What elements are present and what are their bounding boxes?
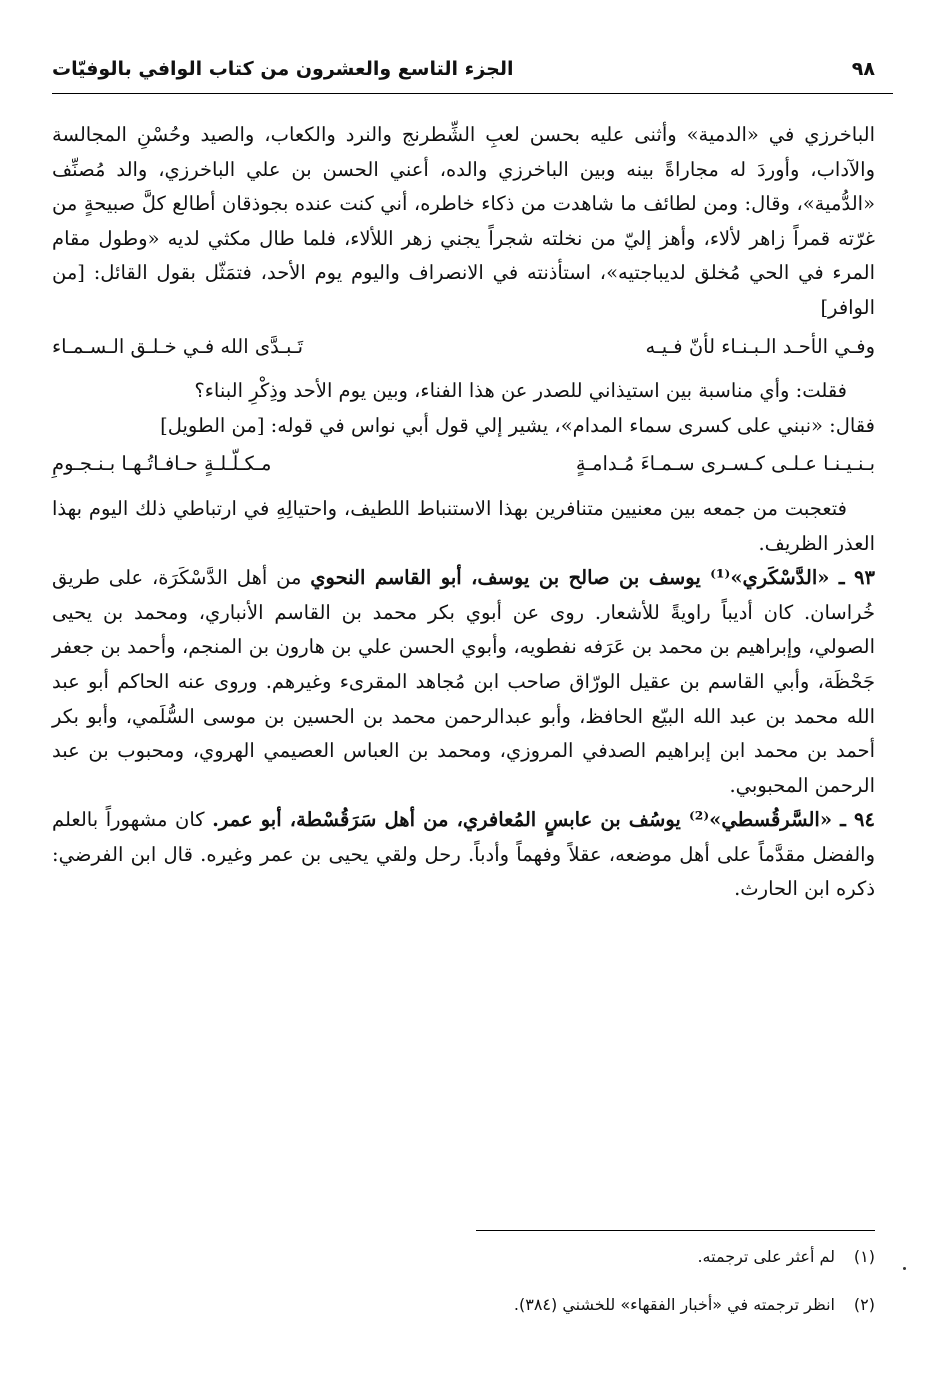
footnote-number: (٢) <box>853 1295 875 1314</box>
paragraph-1: الباخرزي في «الدمية» وأثنى عليه بحسن لعبِ الشِّطرنج والنرد والكعاب، والصيد وحُسْنِ المجالسة والآداب، وأوردَ له مجاراةً بينه وبين الباخرزي والده، أعني الحسن بن علي الباخرزي، والد مُصنِّف «الدُّمية»، وقال: ومن لطائف ما شاهدت من ذكاء خاطره، أني كنت عنده بجوذقان أطالع كلَّ صبيحةٍ من غرّته قمراً زاهر لألاء، وأهز إليّ من نخلته شجراً يجني زهر اللألاء، فلما طال مكثي لديه «وطول مقام المرء في الحي مُخلق لديباجتيه»، استأذنته في الانصراف واليوم يوم الأحد، فتمَثّل بقول القائل: [من الوافر] <box>52 123 875 319</box>
running-header <box>52 52 893 92</box>
footnote-text: انظر ترجمته في «أخبار الفقهاء» للخشني (٣٨٤). <box>513 1295 835 1314</box>
entry-93 <box>52 561 875 803</box>
verse-2-second-hemistich: مـكـلّـلـةٍ حـافـاتُـهـا بـنـجـومِ <box>52 452 272 476</box>
verse-2-first-hemistich: بـنـيـنـا عـلـى كـسـرى سـمـاءَ مُـدامـةٍ <box>575 452 875 476</box>
verse-2 <box>52 447 875 482</box>
verse-1-second-hemistich: تَـبـدَّى الله فـي خـلـق الـسـمـاء <box>52 334 304 358</box>
footnote-2 <box>52 1292 875 1318</box>
header-rule <box>52 93 893 94</box>
footnote-text: لم أعثر على ترجمته. <box>697 1247 835 1266</box>
paragraph-2: فقلت: وأي مناسبة بين استيذاني للصدر عن هذا الفناء، وبين يوم الأحد وذِكْرِ البناء؟ <box>194 379 847 403</box>
entry-94-heading: ٩٤ ـ «السَّرقُسطي»⁽²⁾ يوسُف بن عابسٍ المُعافري، من أهل سَرَقُسْطة، أبو عمر. <box>212 808 875 832</box>
verse-1 <box>52 330 875 365</box>
footnote-number: (١) <box>853 1247 875 1266</box>
verse-1-first-hemistich: وفـي الأحـد الـبـنـاء لأنّ فـيـه <box>645 334 875 358</box>
footnote-1 <box>52 1244 875 1270</box>
entry-94 <box>52 803 875 907</box>
main-text <box>52 118 875 907</box>
entry-94-body: كان مشهوراً بالعلم والفضل مقدَّماً على أهل موضعه، عقلاً وفهماً وأدباً. رحل ولقي يحيى بن عمر وغيره. قال ابن الفرضي: ذكره ابن الحارث. <box>52 808 875 901</box>
paragraph-3: فقال: «نبني على كسرى سماء المدام»، يشير إلي قول أبي نواس في قوله: [من الطويل] <box>160 413 875 437</box>
footnote-rule <box>476 1230 875 1231</box>
footnotes <box>52 1244 875 1340</box>
paragraph-4: فتعجبت من جمعه بين معنيين متنافرين بهذا الاستنباط اللطيف، واحتيالِهِ في ارتباطي ذلك اليوم بهذا العذر الظريف. <box>52 496 875 555</box>
entry-93-heading: ٩٣ ـ «الدَّسْكَري»⁽¹⁾ يوسف بن صالح بن يوسف، أبو القاسم النحوي <box>310 566 875 590</box>
entry-93-body: من أهل الدَّسْكَرَة، على طريق خُراسان. كان أديباً راويةً للأشعار. روى عن أبوي بكر محمد بن القاسم الأنباري، ومحمد بن يحيى الصولي، وإبراهيم بن محمد بن عَرَفه نفطويه، وأبوي الحسن علي بن هارون بن المنجم، وأحمد بن جعفر جَحْظَة، وأبي القاسم بن عقيل الورّاق صاحب ابن مُجاهد المقرىء وغيرهم. وروى عنه الحاكم أبو عبد الله محمد بن عبد الله البيّع الحافظ، وأبو عبدالرحمن محمد بن الحسين بن موسى السُّلَمي، وأبو بكر أحمد بن محمد ابن إبراهيم الصدفي المروزي، ومحمد بن العباس العصيمي الهروي، ومحبوب بن عبد الرحمن المحبوبي. <box>52 566 875 797</box>
scan-speck <box>903 1267 906 1270</box>
page-number: ٩٨ <box>851 58 875 80</box>
running-title: الجزء التاسع والعشرون من كتاب الوافي بالوفيّات <box>52 58 514 80</box>
